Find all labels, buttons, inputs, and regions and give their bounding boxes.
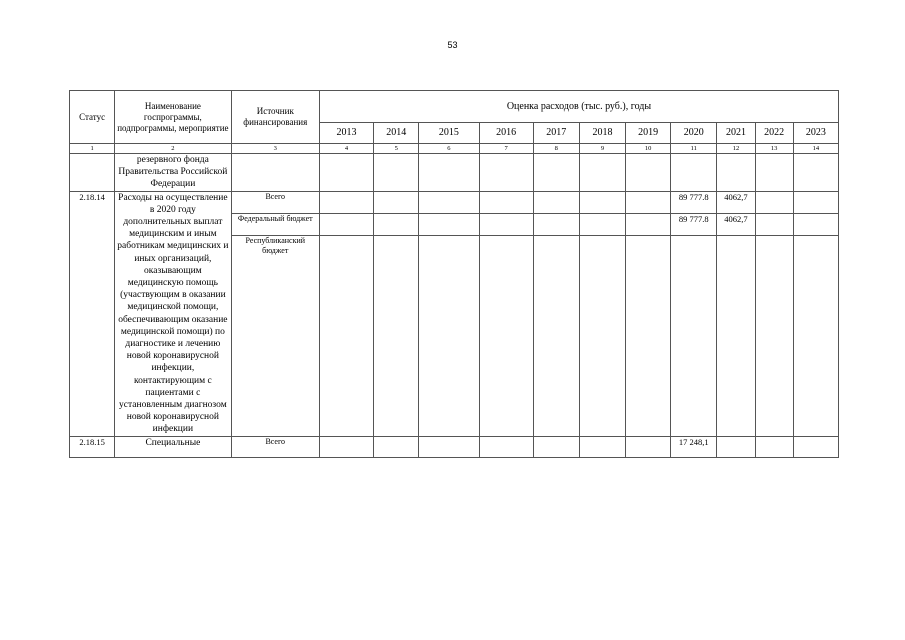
- header-year: 2020: [671, 122, 717, 143]
- header-name: Наименование госпрограммы, подпрограммы, мероприятие: [115, 91, 231, 144]
- header-year: 2023: [793, 122, 838, 143]
- page-number: 53: [447, 40, 458, 50]
- source-cell: Всего: [231, 191, 319, 213]
- column-number: 9: [579, 144, 625, 154]
- header-year: 2015: [419, 122, 479, 143]
- header-source: Источник финансирования: [231, 91, 319, 144]
- header-year: 2014: [374, 122, 419, 143]
- column-number: 1: [70, 144, 115, 154]
- value-2020: 89 777.8: [671, 191, 717, 213]
- header-year: 2013: [319, 122, 373, 143]
- value-2020: [671, 235, 717, 436]
- header-year: 2022: [755, 122, 793, 143]
- column-number: 5: [374, 144, 419, 154]
- header-status: Статус: [70, 91, 115, 144]
- column-number: 11: [671, 144, 717, 154]
- header-year: 2019: [626, 122, 671, 143]
- column-number: 2: [115, 144, 231, 154]
- source-cell: Всего: [231, 436, 319, 457]
- column-number: 12: [717, 144, 755, 154]
- status-cell: 2.18.15: [70, 436, 115, 457]
- continuation-name: резервного фонда Правительства Российской Федерации: [115, 154, 231, 192]
- header-year: 2021: [717, 122, 755, 143]
- table-row: [70, 436, 839, 457]
- column-number: 7: [479, 144, 533, 154]
- expenses-table: [69, 90, 839, 458]
- table-row: [70, 191, 839, 213]
- header-estimate: Оценка расходов (тыс. руб.), годы: [319, 91, 838, 123]
- header-year: 2017: [533, 122, 579, 143]
- header-year: 2016: [479, 122, 533, 143]
- value-2020: 89 777.8: [671, 213, 717, 235]
- continuation-row: [70, 154, 839, 192]
- value-2021: 4062,7: [717, 213, 755, 235]
- source-cell: Федеральный бюджет: [231, 213, 319, 235]
- header-year: 2018: [579, 122, 625, 143]
- column-number: 10: [626, 144, 671, 154]
- value-2021: [717, 235, 755, 436]
- value-2021: 4062,7: [717, 191, 755, 213]
- status-cell: 2.18.14: [70, 191, 115, 436]
- column-numbers-row: [70, 144, 839, 154]
- column-number: 4: [319, 144, 373, 154]
- column-number: 14: [793, 144, 838, 154]
- measure-name-cell: Специальные: [115, 436, 231, 457]
- value-2020: 17 248,1: [671, 436, 717, 457]
- column-number: 13: [755, 144, 793, 154]
- column-number: 3: [231, 144, 319, 154]
- source-cell: Республиканский бюджет: [231, 235, 319, 436]
- column-number: 6: [419, 144, 479, 154]
- measure-name-cell: Расходы на осуществление в 2020 году дополнительных выплат медицинским и иным работникам медицинских и иных организаций, оказывающим медицинскую помощь (участвующим в оказании медицинской помощи, обеспечивающим оказание медицинской помощи) по диагностике и лечению новой коронавирусной инфекции, контактирующим с пациентами с установленным диагнозом новой коронавирусной инфекции: [115, 191, 231, 436]
- column-number: 8: [533, 144, 579, 154]
